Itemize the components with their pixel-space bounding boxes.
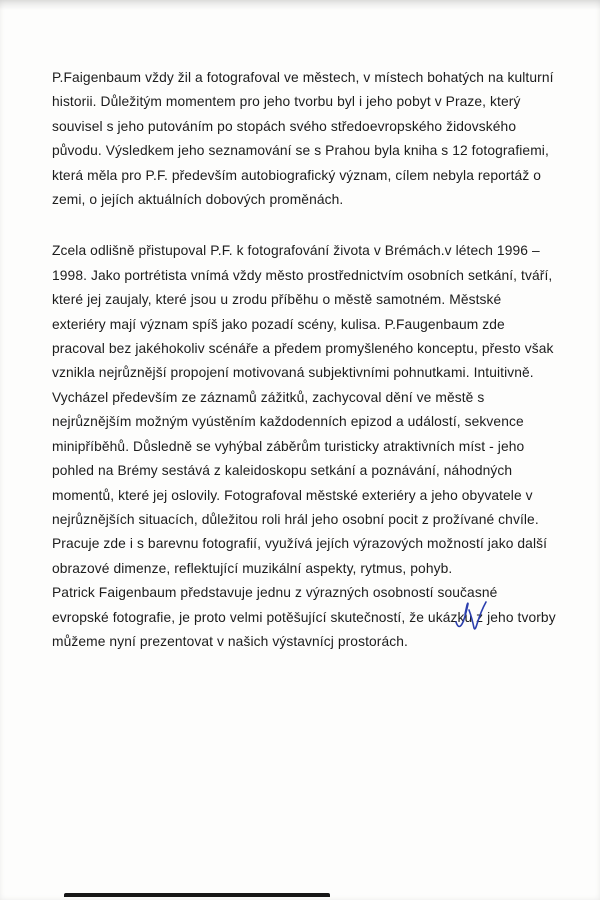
document-text	[52, 66, 558, 654]
handwritten-initials-icon	[452, 598, 494, 638]
scan-edge-shadow	[0, 0, 600, 10]
scan-artifact-line	[64, 893, 330, 897]
paragraph-prague: P.Faigenbaum vždy žil a fotografoval ve městech, v místech bohatých na kulturní historii. Důležitým momentem pro jeho tvorbu byl i jeho pobyt v Praze, který souvisel s jeho putováním po stopách svého středoevropského židovského původu. Výsledkem jeho seznamování se s Prahou byla kniha s 12 fotografiemi, která měla pro P.F. především autobiografický význam, cílem nebyla reportáž o zemi, o jejích aktuálních dobových proměnách.	[52, 70, 554, 208]
paragraph-bremen: Zcela odlišně přistupoval P.F. k fotografování života v Brémách.v létech 1996 – 1998. Jako portrétista vnímá vždy město prostřednictvím osobních setkání, tváří, které jej zaujaly, které jsou u zrodu příběhu o městě samotném. Městské exteriéry mají význam spíš jako pozadí scény, kulisa. P.Faugenbaum zde pracoval bez jakéhokoliv scénáře a předem promyšleného konceptu, přesto však vznikla nejrůznější propojení motivovaná subjektivními pohnutkami. Intuitivně. Vycházel především ze záznamů zážitků, zachycoval dění ve městě s nejrůznějším možným vyústěním každodenních epizod a událostí, sekvence minipříběhů. Důsledně se vyhýbal záběrům turisticky atraktivních míst - jeho pohled na Brémy sestává z kaleidoskopu setkání a poznávání, náhodných momentů, které jej oslovily. Fotografoval městské exteriéry a jeho obyvatele v nejrůznějších situacích, důležitou roli hrál jeho osobní pocit z prožívané chvíle. Pracuje zde i s barevnu fotografií, využívá jejích výrazových možností jako další obrazové dimenze, reflektující muzikální aspekty, rytmus, pohyb.	[52, 243, 554, 576]
paragraph-closing: Patrick Faigenbaum představuje jednu z výrazných osobností současné evropské fotografie, je proto velmi potěšující skutečností, že ukázku z jeho tvorby můžeme nyní prezentovat v našich výstavnícj prostorách.	[52, 585, 556, 649]
